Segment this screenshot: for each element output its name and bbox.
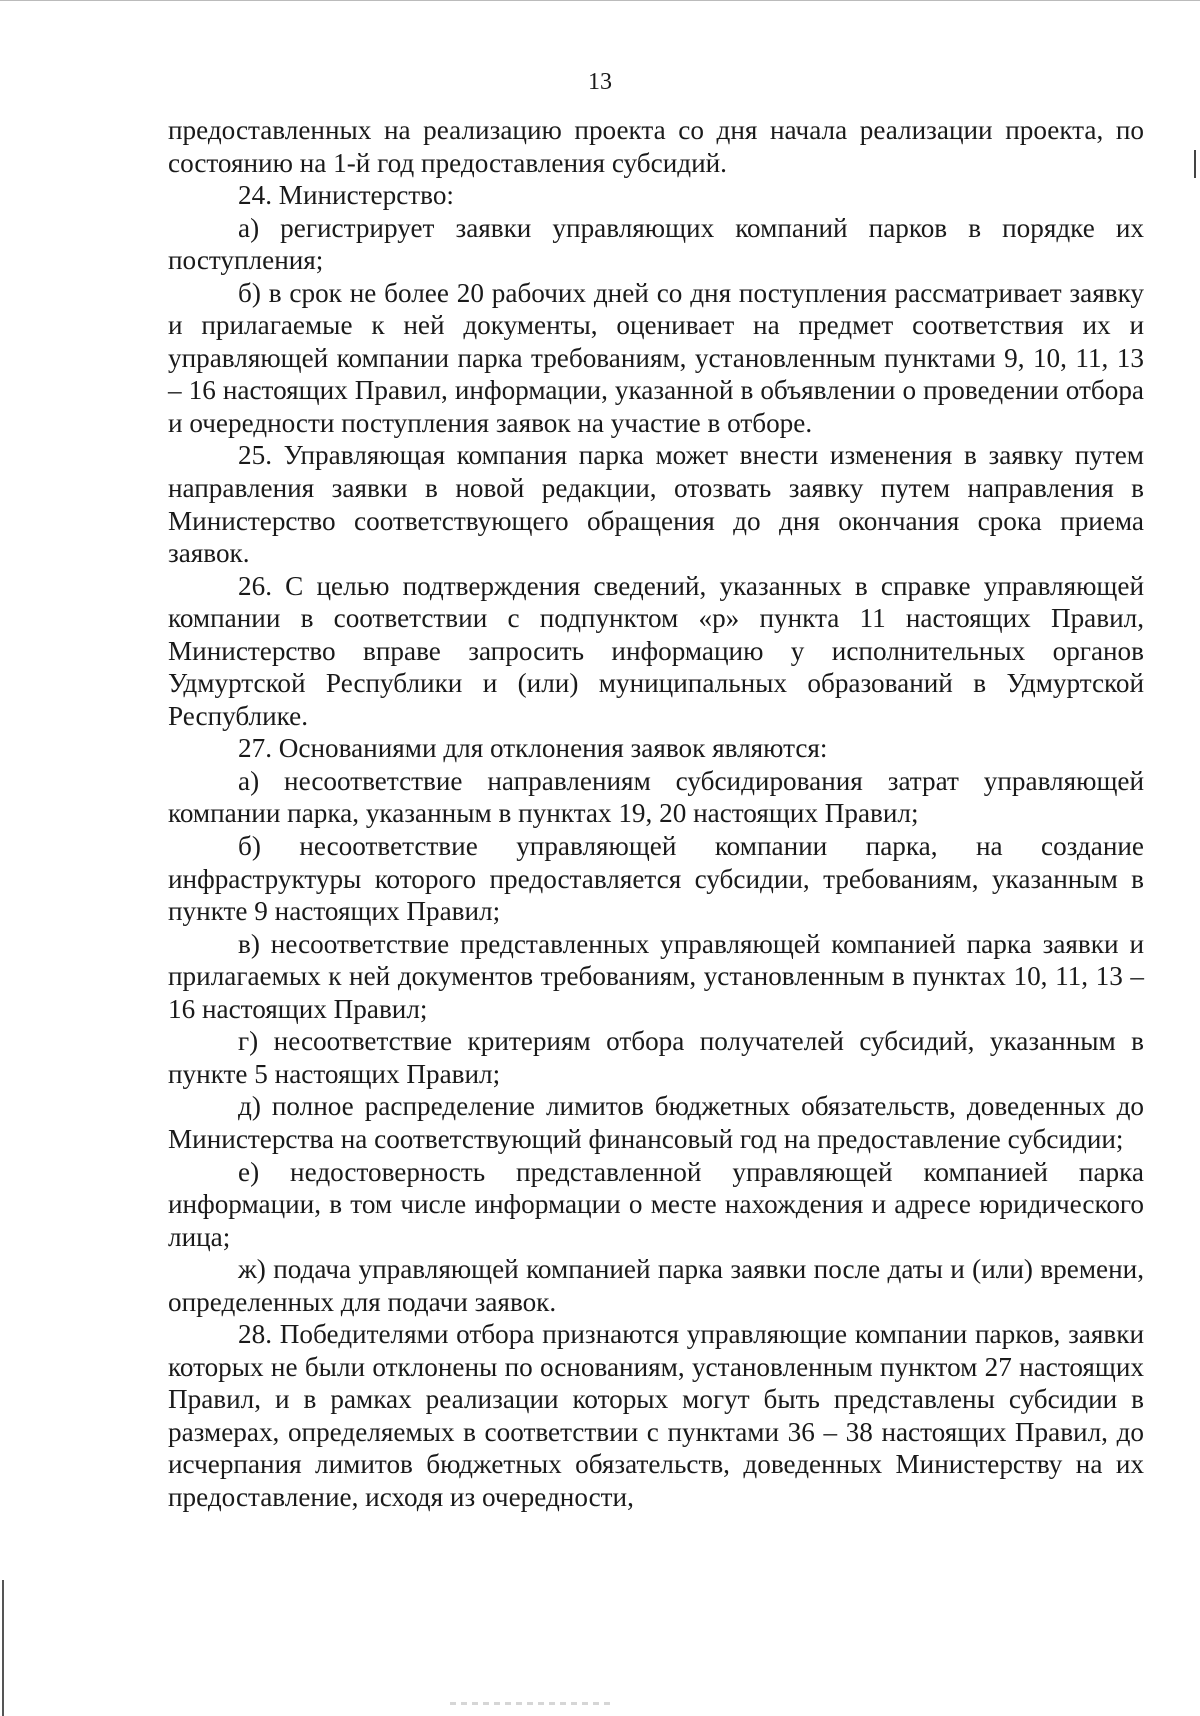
paragraph-28: 28. Победителями отбора признаются управляющие компании парков, заявки которых не были отклонены по основаниям, установленным пунктом 27 настоящих Правил, и в рамках реализации которых могут быть представлены субсидии в размерах, определяемых в соответствии с пунктами 36 – 38 настоящих Правил, до исчерпания лимитов бюджетных обязательств, доведенных Министерству на их предоставление, исходя из очередности, — [168, 1319, 1144, 1512]
paragraph-27-zh: ж) подача управляющей компанией парка заявки после даты и (или) времени, определенных для подачи заявок. — [168, 1254, 1144, 1317]
paragraph-27-a: а) несоответствие направлениям субсидирования затрат управляющей компании парка, указанным в пунктах 19, 20 настоящих Правил; — [168, 765, 1144, 829]
paragraph-27-v: в) несоответствие представленных управляющей компанией парка заявки и прилагаемых к ней документов требованиям, установленным в пунктах 10, 11, 13 – 16 настоящих Правил; — [168, 928, 1144, 1024]
scan-artifact — [450, 1702, 610, 1705]
paragraph-continuation: предоставленных на реализацию проекта со дня начала реализации проекта, по состоянию на 1-й год предоставления субсидий. — [168, 115, 1144, 178]
paragraph-27-g: г) несоответствие критериям отбора получателей субсидий, указанным в пункте 5 настоящих Правил; — [168, 1026, 1144, 1089]
scan-border — [0, 0, 1200, 1]
paragraph-27-d: д) полное распределение лимитов бюджетных обязательств, доведенных до Министерства на соответствующий финансовый год на предоставление субсидии; — [168, 1091, 1144, 1154]
paragraph-24-b: б) в срок не более 20 рабочих дней со дня поступления рассматривает заявку и прилагаемые к ней документы, оценивает на предмет соответствия их и управляющей компании парка требованиям, установленным пунктами 9, 10, 11, 13 – 16 настоящих Правил, информации, указанной в объявлении о проведении отбора и очередности поступления заявок на участие в отборе. — [168, 277, 1144, 438]
scan-edge-mark — [2, 1580, 4, 1716]
document-body — [168, 114, 1144, 1514]
page-number: 13 — [588, 69, 612, 95]
paragraph-27-heading: 27. Основаниями для отклонения заявок являются: — [238, 733, 828, 764]
paragraph-25: 25. Управляющая компания парка может внести изменения в заявку путем направления заявки в новой редакции, отозвать заявку путем направления в Министерство соответствующего обращения до дня окончания срока приема заявок. — [168, 440, 1144, 569]
scan-edge-mark — [1194, 150, 1196, 178]
paragraph-24-heading: 24. Министерство: — [238, 180, 454, 211]
paragraph-27-b: б) несоответствие управляющей компании парка, на создание инфраструктуры которого предоставляется субсидии, требованиям, указанным в пункте 9 настоящих Правил; — [168, 831, 1144, 927]
paragraph-24-a: а) регистрирует заявки управляющих компаний парков в порядке их поступления; — [168, 212, 1144, 276]
paragraph-26: 26. С целью подтверждения сведений, указанных в справке управляющей компании в соответствии с подпунктом «р» пункта 11 настоящих Правил, Министерство вправе запросить информацию у исполнительных органов Удмуртской Республики и (или) муниципальных образований в Удмуртской Республике. — [168, 570, 1144, 731]
paragraph-27-e: е) недостоверность представленной управляющей компанией парка информации, в том числе информации о месте нахождения и адресе юридического лица; — [168, 1156, 1144, 1252]
